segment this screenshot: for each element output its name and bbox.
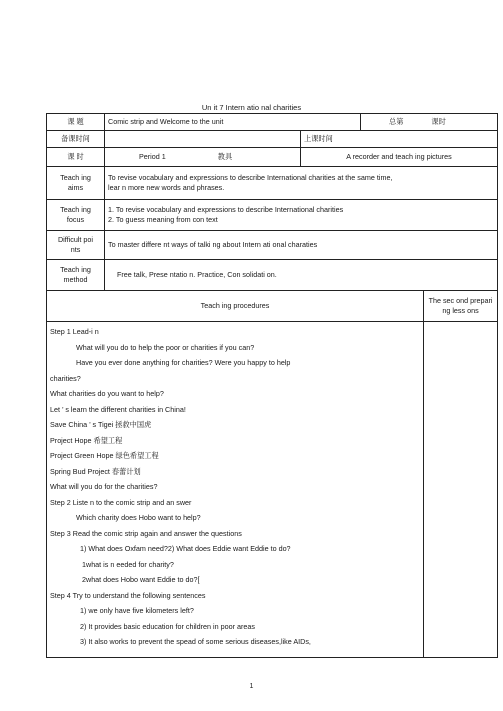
procedure-line: What will you do to help the poor or charities if you can? bbox=[76, 342, 255, 352]
charity-item: Project Green Hope 绿色希望工程 bbox=[50, 451, 159, 460]
page-title: Un it 7 Intern atio nal charities bbox=[201, 103, 302, 112]
method-label bbox=[47, 260, 105, 291]
charity-item: Project Hope 希望工程 bbox=[50, 435, 123, 445]
charity-item: Spring Bud Project 春蕾计划 bbox=[50, 466, 141, 476]
focus-value bbox=[105, 200, 498, 231]
procedure-line: 2what does Hobo want Eddie to do?[ bbox=[82, 575, 200, 584]
prep-time-label: 备课时间 bbox=[47, 131, 105, 148]
procedure-line: charities? bbox=[50, 373, 81, 383]
second-prep-content bbox=[424, 322, 498, 658]
step-heading: Step 1 Lead-i n bbox=[50, 327, 99, 336]
total-lessons-cell bbox=[361, 114, 498, 131]
aims-line: lear n more new words and phrases. bbox=[108, 183, 225, 192]
second-prep-line: The sec ond prepari bbox=[428, 295, 493, 305]
focus-line: 2. To guess meaning from con text bbox=[108, 215, 218, 224]
method-value: Free talk, Prese ntatio n. Practice, Con solidati on. bbox=[105, 260, 498, 291]
lesson-label: 课时 bbox=[431, 116, 446, 126]
topic-label: 课 题 bbox=[47, 114, 105, 131]
aims-label bbox=[47, 167, 105, 200]
lesson-plan-table bbox=[46, 113, 498, 658]
procedure-line: 1) What does Oxfam need?2) What does Eddie want Eddie to do? bbox=[80, 544, 291, 553]
second-prep-header bbox=[424, 291, 498, 322]
difficult-label-line: nts bbox=[70, 245, 81, 254]
focus-line: 1. To revise vocabulary and expressions to describe International charities bbox=[108, 204, 344, 214]
procedures-content bbox=[47, 322, 424, 658]
aims-line: To revise vocabulary and expressions to describe International charities at the same time, bbox=[108, 172, 393, 182]
second-prep-line: ng less ons bbox=[442, 306, 479, 315]
procedure-line: What will you do for the charities? bbox=[50, 482, 158, 491]
difficult-points-value: To master differe nt ways of talki ng about Intern ati onal charaties bbox=[105, 231, 498, 260]
focus-label-line: focus bbox=[66, 215, 85, 224]
aids-value: A recorder and teach ing pictures bbox=[301, 148, 498, 167]
topic-value: Comic strip and Welcome to the unit bbox=[105, 114, 361, 131]
focus-label bbox=[47, 200, 105, 231]
aims-value bbox=[105, 167, 498, 200]
difficult-points-label bbox=[47, 231, 105, 260]
charity-item: Save China ’ s Tigei 拯救中国虎 bbox=[50, 420, 152, 429]
procedures-header: Teach ing procedures bbox=[47, 291, 424, 322]
period-label: 课 时 bbox=[47, 148, 105, 167]
procedure-line: 2) It provides basic education for children in poor areas bbox=[80, 621, 255, 631]
procedure-line: What charities do you want to help? bbox=[50, 389, 164, 398]
procedure-line: 1what is n eeded for charity? bbox=[82, 559, 174, 569]
aims-label-line: aims bbox=[67, 183, 84, 192]
step-heading: Step 3 Read the comic strip again and answer the questions bbox=[50, 528, 242, 538]
step-heading: Step 2 Liste n to the comic strip and an swer bbox=[50, 497, 192, 507]
period-value: Period 1 bbox=[139, 151, 166, 161]
total-label: 总第 bbox=[389, 116, 404, 126]
step-heading: Step 4 Try to understand the following sentences bbox=[50, 590, 206, 600]
method-label-line: Teach ing bbox=[60, 264, 91, 274]
period-cell bbox=[105, 148, 301, 167]
procedure-line: 1) we only have five kilometers left? bbox=[80, 606, 194, 615]
difficult-label-line: Difficult poi bbox=[57, 234, 94, 244]
focus-label-line: Teach ing bbox=[60, 204, 91, 214]
class-time-label: 上课时间 bbox=[301, 131, 498, 148]
method-label-line: method bbox=[63, 275, 88, 284]
aims-label-line: Teach ing bbox=[60, 172, 91, 182]
procedure-line: Let ’ s learn the different charities in China! bbox=[50, 404, 186, 414]
procedure-line: 3) It also works to prevent the spead of some serious diseases,like AIDs, bbox=[80, 637, 311, 646]
aids-label: 教具 bbox=[217, 151, 233, 161]
procedure-line: Which charity does Hobo want to help? bbox=[76, 513, 201, 522]
prep-time-value bbox=[105, 131, 301, 148]
procedure-line: Have you ever done anything for charities? Were you happy to help bbox=[76, 358, 291, 367]
page-number: 1 bbox=[249, 683, 254, 690]
